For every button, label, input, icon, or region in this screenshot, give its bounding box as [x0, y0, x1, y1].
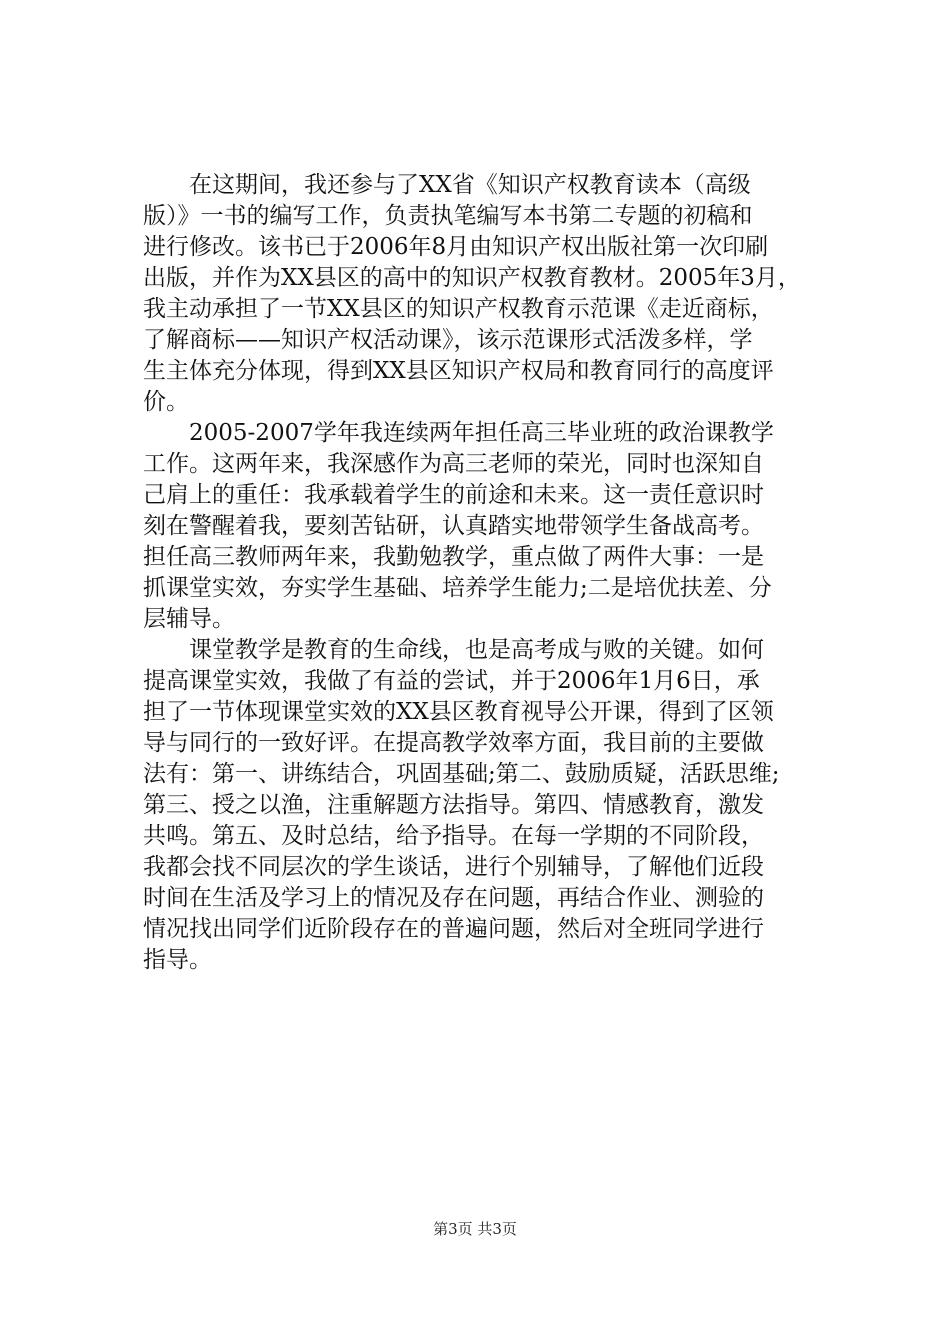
text-line: 第三、授之以渔，注重解题方法指导。第四、情感教育，激发	[143, 792, 764, 818]
text-line: 我主动承担了一节XX县区的知识产权教育示范课《走近商标，	[143, 296, 774, 322]
text-line: 出版，并作为XX县区的高中的知识产权教育教材。2005年3月，	[143, 265, 801, 291]
text-line: 价。	[143, 389, 189, 415]
text-line: 己肩上的重任：我承载着学生的前途和未来。这一责任意识时	[143, 482, 764, 508]
text-line: 抓课堂实效，夯实学生基础、培养学生能力;二是培优扶差、分	[143, 575, 772, 601]
text-line: 工作。这两年来，我深感作为高三老师的荣光，同时也深知自	[143, 451, 764, 477]
text-line: 进行修改。该书已于2006年8月由知识产权出版社第一次印刷	[143, 234, 769, 260]
text-line: 担了一节体现课堂实效的XX县区教育视导公开课，得到了区领	[143, 699, 774, 725]
text-line: 刻在警醒着我，要刻苦钻研，认真踏实地带领学生备战高考。	[143, 513, 764, 539]
text-line: 法有：第一、讲练结合，巩固基础;第二、鼓励质疑，活跃思维;	[143, 761, 780, 787]
text-line: 提高课堂实效，我做了有益的尝试，并于2006年1月6日，承	[143, 668, 760, 694]
text-line: 课堂教学是教育的生命线，也是高考成与败的关键。如何	[143, 637, 764, 663]
text-line: 2005-2007学年我连续两年担任高三毕业班的政治课教学	[143, 420, 774, 446]
text-line: 指导。	[143, 947, 212, 973]
text-line: 导与同行的一致好评。在提高教学效率方面，我目前的主要做	[143, 730, 764, 756]
text-line: 我都会找不同层次的学生谈话，进行个别辅导，了解他们近段	[143, 854, 764, 880]
text-line: 时间在生活及学习上的情况及存在问题，再结合作业、测验的	[143, 885, 764, 911]
text-line: 层辅导。	[143, 606, 235, 632]
text-line: 生主体充分体现，得到XX县区知识产权局和教育同行的高度评	[143, 358, 774, 384]
text-line: 在这期间，我还参与了XX省《知识产权教育读本（高级	[143, 172, 751, 198]
document-body	[143, 170, 833, 976]
page-number-footer: 第3页 共3页	[433, 1220, 517, 1238]
text-line: 了解商标——知识产权活动课》，该示范课形式活泼多样，学	[143, 327, 753, 353]
text-line: 版）》一书的编写工作，负责执笔编写本书第二专题的初稿和	[143, 203, 753, 229]
text-line: 共鸣。第五、及时总结，给予指导。在每一学期的不同阶段，	[143, 823, 764, 849]
text-line: 情况找出同学们近阶段存在的普遍问题，然后对全班同学进行	[143, 916, 764, 942]
text-line: 担任高三教师两年来，我勤勉教学，重点做了两件大事：一是	[143, 544, 764, 570]
